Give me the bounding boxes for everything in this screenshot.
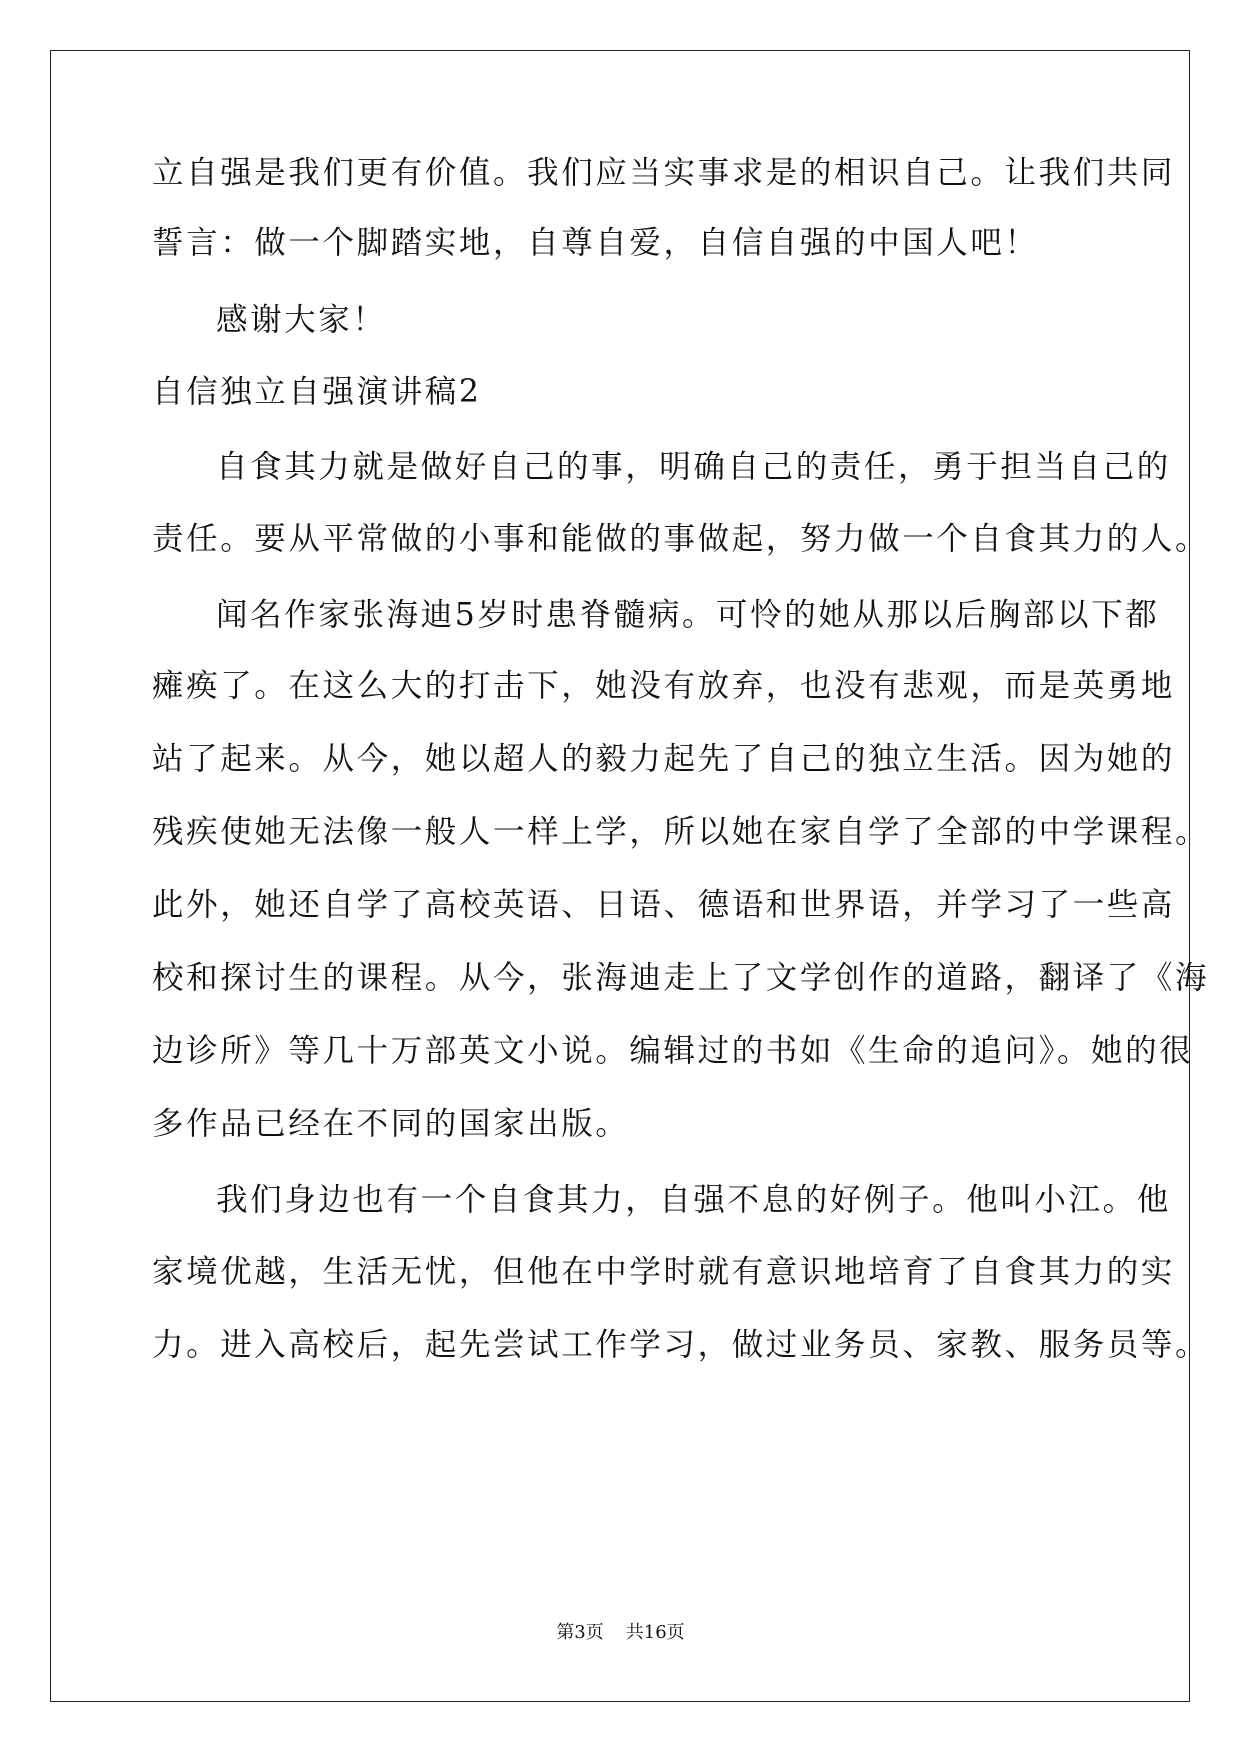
body-line: 校和探讨生的课程。从今，张海迪走上了文学创作的道路，翻译了《海 [152,960,1210,996]
paragraph-line: 自食其力就是做好自己的事，明确自己的责任，勇于担当自己的 [216,449,1171,485]
page-border [50,50,1210,1702]
paragraph-line: 感谢大家！ [216,302,387,338]
page-number: 第3页 [556,1622,604,1643]
body-line: 边诊所》等几十万部英文小说。编辑过的书如《生命的追问》。她的很 [152,1033,1194,1069]
paragraph-line: 我们身边也有一个自食其力，自强不息的好例子。他叫小江。他 [216,1182,1171,1218]
body-line: 瘫痪了。在这么大的打击下，她没有放弃，也没有悲观，而是英勇地 [152,668,1176,704]
body-line: 此外，她还自学了高校英语、日语、德语和世界语，并学习了一些高 [152,887,1176,923]
body-line: 站了起来。从今，她以超人的毅力起先了自己的独立生活。因为她的 [152,741,1176,777]
paragraph-line: 闻名作家张海迪5岁时患脊髓病。可怜的她从那以后胸部以下都 [216,597,1160,633]
body-line: 残疾使她无法像一般人一样上学，所以她在家自学了全部的中学课程。 [152,814,1210,850]
page-total: 共16页 [625,1622,685,1643]
body-line: 多作品已经在不同的国家出版。 [152,1106,630,1142]
body-line: 责任。要从平常做的小事和能做的事做起，努力做一个自食其力的人。 [152,521,1210,557]
body-line: 誓言：做一个脚踏实地，自尊自爱，自信自强的中国人吧！ [152,225,1039,261]
page-footer [0,1622,1241,1644]
body-line: 力。进入高校后，起先尝试工作学习，做过业务员、家教、服务员等。 [152,1327,1210,1363]
body-line: 立自强是我们更有价值。我们应当实事求是的相识自己。让我们共同 [152,155,1176,191]
section-heading: 自信独立自强演讲稿2 [152,374,482,410]
body-line: 家境优越，生活无忧，但他在中学时就有意识地培育了自食其力的实 [152,1254,1176,1290]
